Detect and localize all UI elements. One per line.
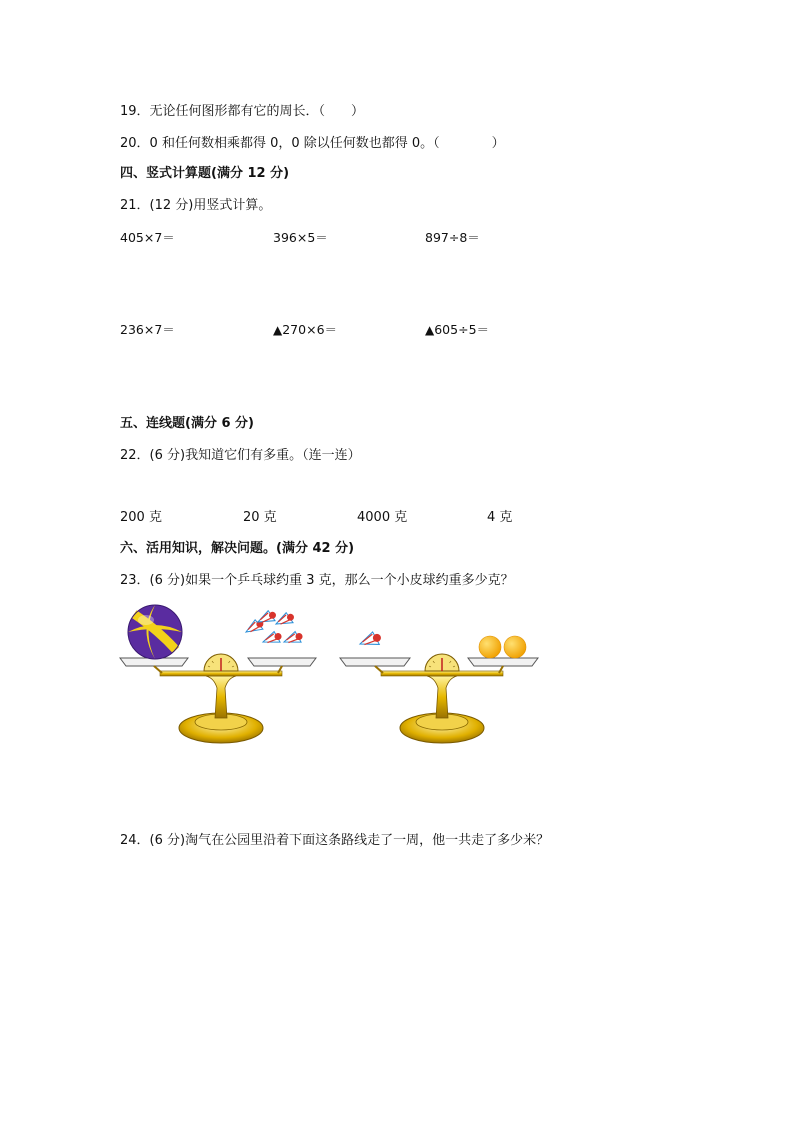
shuttlecock-icon <box>358 630 383 651</box>
shuttlecock-group-icon <box>243 608 304 647</box>
calc-4: 236×7＝ <box>120 322 175 337</box>
rubber-ball-icon <box>128 605 182 659</box>
triangle-marker-icon: ▲ <box>273 323 283 337</box>
weight-option-1: 200 克 <box>120 510 162 525</box>
calc-3: 897÷8＝ <box>425 230 480 245</box>
calc-1: 405×7＝ <box>120 230 175 245</box>
weight-option-2: 20 克 <box>243 510 277 525</box>
calc-2: 396×5＝ <box>273 230 328 245</box>
scale-stem <box>206 676 236 718</box>
scale-stem <box>427 676 457 718</box>
scale-right-pan <box>468 658 538 666</box>
scale-left-pan <box>340 658 410 666</box>
balance-scale-shuttlecock-vs-pingpong <box>338 600 540 750</box>
question-20: 20．0 和任何数相乘都得 0，0 除以任何数也都得 0。（ ） <box>120 136 505 151</box>
weight-option-4: 4 克 <box>487 510 513 525</box>
question-23: 23．(6 分)如果一个乒乓球约重 3 克，那么一个小皮球约重多少克？ <box>120 573 514 588</box>
section-5-title: 五、连线题(满分 6 分) <box>120 416 254 431</box>
question-19: 19．无论任何图形都有它的周长．（ ） <box>120 104 365 119</box>
calc-5 <box>273 322 337 338</box>
question-22: 22．(6 分)我知道它们有多重。（连一连） <box>120 448 361 463</box>
section-6-title: 六、活用知识，解决问题。(满分 42 分) <box>120 541 355 556</box>
scale-beam <box>381 671 503 676</box>
scale-right-pan <box>248 658 316 666</box>
calc-6 <box>425 322 489 338</box>
scale-beam <box>160 671 282 676</box>
ping-pong-balls-icon <box>479 636 526 658</box>
balance-scale-ball-vs-shuttlecocks <box>118 600 318 750</box>
calc-6-text: 605÷5＝ <box>434 322 490 337</box>
question-21: 21．(12 分)用竖式计算。 <box>120 198 272 213</box>
section-4-title: 四、竖式计算题(满分 12 分) <box>120 166 290 181</box>
question-24: 24．(6 分)淘气在公园里沿着下面这条路线走了一周，他一共走了多少米？ <box>120 833 550 848</box>
weight-option-3: 4000 克 <box>357 510 408 525</box>
calc-5-text: 270×6＝ <box>282 322 338 337</box>
triangle-marker-icon: ▲ <box>425 323 435 337</box>
